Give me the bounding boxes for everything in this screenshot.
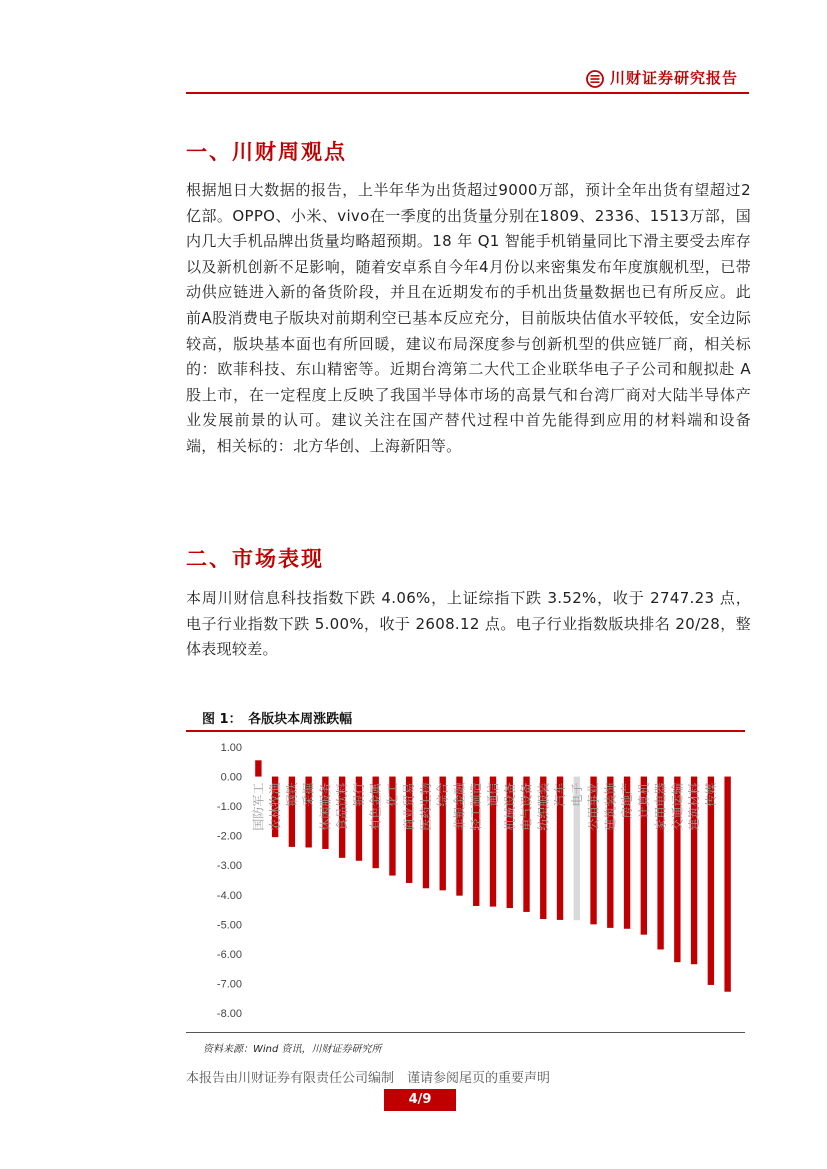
figure-bottom-rule bbox=[186, 1032, 745, 1033]
brand-logo-icon bbox=[586, 70, 604, 88]
category-label: 化工 bbox=[385, 782, 400, 807]
category-label: 建筑装饰 bbox=[603, 782, 618, 831]
header-divider bbox=[186, 92, 749, 94]
y-tick-label: -1.00 bbox=[216, 801, 242, 814]
section-1-title: 一、川财周观点 bbox=[186, 139, 347, 164]
section-2-paragraph: 本周川财信息科技指数下跌 4.06%，上证综指下跌 3.52%，收于 2747.23 点，电子行业指数下跌 5.00%，收于 2608.12 点。电子行业指数版块排名 20/28，整体表现较差。 bbox=[186, 589, 751, 659]
category-label: 交通运输 bbox=[670, 782, 685, 831]
category-label: 汽车 bbox=[553, 782, 568, 807]
figure-source: 资料来源：Wind 资讯，川财证券研究所 bbox=[203, 1044, 382, 1055]
bar bbox=[708, 777, 714, 985]
report-header bbox=[186, 62, 749, 94]
y-tick-label: -6.00 bbox=[216, 948, 242, 961]
figure-top-rule bbox=[186, 730, 745, 732]
category-label: 国防军工 bbox=[251, 782, 266, 831]
page-number: 4/9 bbox=[384, 1089, 456, 1111]
category-label: 食品饮料 bbox=[335, 782, 350, 831]
category-label: 银行 bbox=[351, 782, 366, 807]
category-label: 家用电器 bbox=[653, 782, 668, 831]
category-label: 纺织服装 bbox=[536, 782, 551, 831]
category-label: 医药生物 bbox=[418, 782, 433, 831]
y-tick-label: -8.00 bbox=[216, 1008, 242, 1020]
y-tick-label: 0.00 bbox=[220, 771, 242, 784]
brand-name: 川财证券研究报告 bbox=[610, 69, 739, 87]
y-tick-label: -5.00 bbox=[216, 919, 242, 932]
category-label: 建筑材料 bbox=[687, 782, 702, 831]
category-label: 钢铁 bbox=[284, 782, 299, 807]
category-label: 休闲服务 bbox=[318, 782, 333, 831]
bar bbox=[255, 760, 261, 776]
category-label: 综合 bbox=[435, 782, 450, 807]
category-label: 有色金属 bbox=[368, 782, 383, 831]
y-tick-label: -2.00 bbox=[216, 830, 242, 843]
category-label: 轻工制造 bbox=[469, 782, 484, 831]
category-label: 非银金融 bbox=[452, 782, 467, 831]
y-tick-label: -4.00 bbox=[216, 889, 242, 902]
category-label: 通信 bbox=[486, 782, 500, 807]
y-tick-label: 1.00 bbox=[220, 742, 242, 754]
category-label: 公用事业 bbox=[586, 782, 601, 831]
figure-title: 图 1： 各版块本周涨跌幅 bbox=[202, 712, 353, 727]
category-label: 传媒 bbox=[703, 782, 718, 807]
bar bbox=[724, 777, 730, 992]
footer-disclaimer: 本报告由川财证券有限责任公司编制 谨请参阅尾页的重要声明 bbox=[186, 1071, 551, 1086]
category-label: 机械设备 bbox=[502, 782, 517, 831]
section-1-paragraph: 根据旭日大数据的报告，上半年华为出货超过9000万部，预计全年出货有望超过2亿部。OPPO、小米、vivo在一季度的出货量分别在1809、2336、1513万部，国内几大手机品牌出货量均略超预期。18 年 Q1 智能手机销量同比下滑主要受去库存以及新机创新不足影响，随着安卓系自今年4月份以来密集发布年度旗舰机型，已带动供应链进入新的备货阶段，并且在近期发布的手机出货量数据也已有所反应。此前A股消费电子版块对前期利空已基本反应充分，目前版块估值水平较低，安全边际较高，版块基本面也有所回暖，建议布局深度参与创新机型的供应链厂商，相关标的：欧菲科技、东山精密等。近期台湾第二大代工企业联华电子子公司和舰拟赴 A 股上市，在一定程度上反映了我国半导体市场的高景气和台湾厂商对大陆半导体产业发展前景的认可。建议关注在国产替代过程中首先能得到应用的材料端和设备端，相关标的：北方华创、上海新阳等。 bbox=[186, 181, 751, 455]
category-label: 采掘 bbox=[301, 782, 316, 807]
category-label: 电气设备 bbox=[519, 782, 534, 831]
y-tick-label: -3.00 bbox=[216, 860, 242, 873]
sector-change-bar-chart bbox=[186, 733, 745, 1031]
category-label: 电子 bbox=[569, 782, 584, 807]
category-label: 农林牧渔 bbox=[268, 782, 283, 831]
category-label: 房地产 bbox=[620, 782, 635, 819]
category-label: 商业贸易 bbox=[402, 782, 417, 831]
category-label: 计算机 bbox=[636, 782, 651, 819]
section-2-title: 二、市场表现 bbox=[186, 546, 324, 571]
y-tick-label: -7.00 bbox=[216, 978, 242, 991]
